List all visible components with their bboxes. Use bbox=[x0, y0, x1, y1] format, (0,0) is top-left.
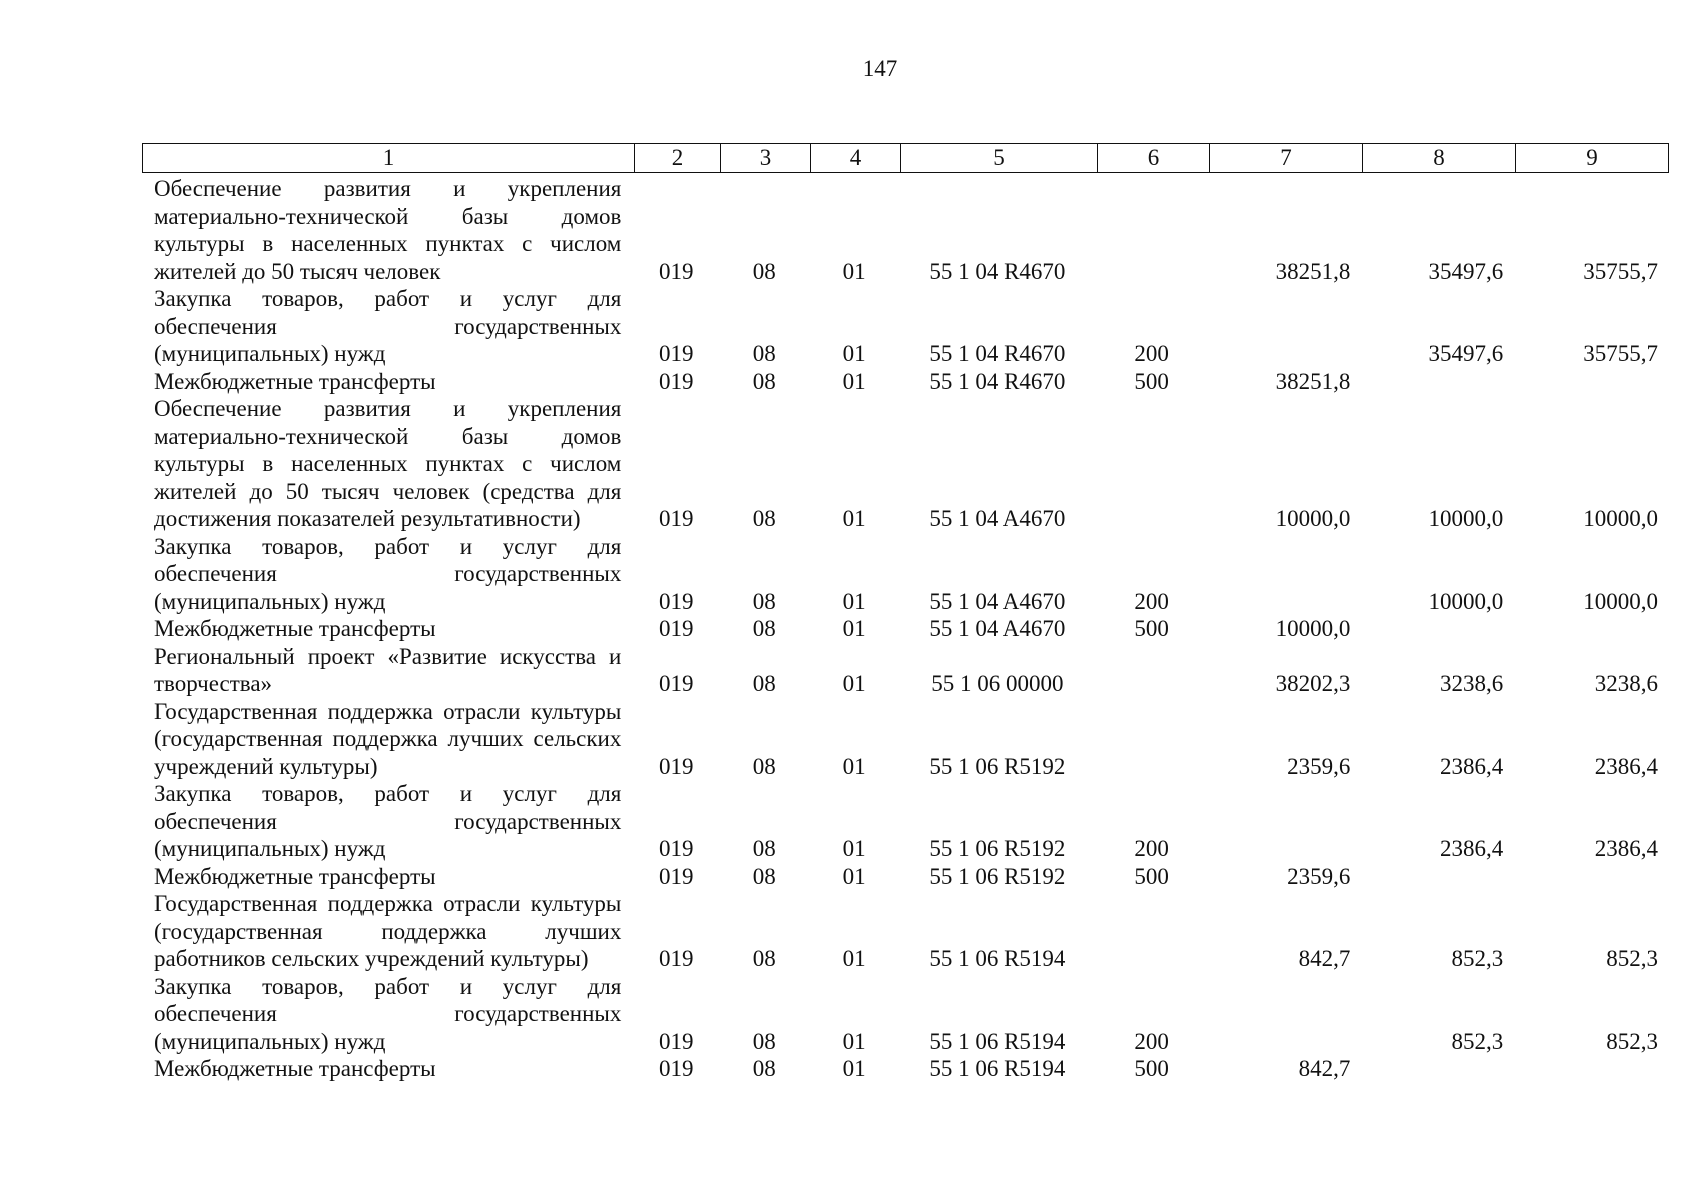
page-number: 147 bbox=[862, 56, 898, 81]
row-name: Межбюджетные трансферты bbox=[154, 863, 436, 889]
header-cell-4: 4 bbox=[811, 144, 901, 173]
target-article-code: 55 1 06 R5194 bbox=[929, 946, 1066, 971]
ministry-code: 019 bbox=[659, 753, 694, 779]
amount-year-1: 10000,0 bbox=[1275, 506, 1351, 531]
section-code: 08 bbox=[752, 836, 776, 861]
expense-type-code: 200 bbox=[1134, 836, 1169, 861]
amount-year-2: 35497,6 bbox=[1428, 341, 1504, 366]
section-code: 08 bbox=[752, 616, 776, 641]
table-row bbox=[142, 395, 1668, 533]
ministry-code: 019 bbox=[659, 1056, 694, 1081]
target-article-code: 55 1 06 R5192 bbox=[929, 753, 1066, 779]
amount-year-3: 10000,0 bbox=[1583, 506, 1658, 531]
amount-year-3: 852,3 bbox=[1606, 1028, 1658, 1054]
table-row bbox=[142, 533, 1668, 616]
column-number-header bbox=[142, 143, 1669, 173]
row-name: Закупка товаров, работ и услуг для обеспечения государственных (муниципальных) нужд bbox=[154, 973, 622, 1054]
ministry-code: 019 bbox=[659, 836, 694, 861]
row-name: Государственная поддержка отрасли культуры (государственная поддержка лучших работников сельских учреждений культуры) bbox=[154, 891, 622, 971]
header-cell-2: 2 bbox=[635, 144, 721, 173]
header-cell-3: 3 bbox=[721, 144, 811, 173]
amount-year-3: 2386,4 bbox=[1594, 836, 1658, 861]
target-article-code: 55 1 06 R5194 bbox=[929, 1056, 1066, 1081]
amount-year-1: 2359,6 bbox=[1287, 863, 1351, 889]
section-code: 08 bbox=[752, 1028, 776, 1054]
row-name: Обеспечение развития и укрепления материально-технической базы домов культуры в населенных пунктах с числом жителей до 50 тысяч человек (средства для достижения показателей результативности) bbox=[154, 396, 622, 531]
target-article-code: 55 1 04 R4670 bbox=[929, 368, 1066, 394]
subsection-code: 01 bbox=[842, 836, 866, 861]
header-cell-9: 9 bbox=[1516, 144, 1669, 173]
target-article-code: 55 1 06 R5192 bbox=[929, 836, 1066, 861]
ministry-code: 019 bbox=[659, 258, 694, 284]
row-name: Государственная поддержка отрасли культуры (государственная поддержка лучших сельских учреждений культуры) bbox=[154, 698, 622, 779]
table-row bbox=[142, 175, 1668, 285]
amount-year-3: 852,3 bbox=[1606, 946, 1658, 971]
row-name: Закупка товаров, работ и услуг для обеспечения государственных (муниципальных) нужд bbox=[154, 781, 622, 861]
expense-type-code: 500 bbox=[1134, 863, 1169, 889]
subsection-code: 01 bbox=[842, 946, 866, 971]
row-name: Региональный проект «Развитие искусства и творчества» bbox=[154, 643, 622, 696]
section-code: 08 bbox=[752, 1056, 776, 1081]
row-name: Обеспечение развития и укрепления материально-технической базы домов культуры в населенных пунктах с числом жителей до 50 тысяч человек bbox=[154, 176, 622, 284]
amount-year-2: 10000,0 bbox=[1428, 506, 1504, 531]
section-code: 08 bbox=[752, 753, 776, 779]
expense-type-code: 500 bbox=[1134, 368, 1169, 394]
row-name: Межбюджетные трансферты bbox=[154, 368, 436, 394]
expense-type-code: 500 bbox=[1134, 616, 1169, 641]
header-cell-6: 6 bbox=[1098, 144, 1210, 173]
target-article-code: 55 1 04 A4670 bbox=[929, 588, 1066, 614]
amount-year-1: 38251,8 bbox=[1275, 258, 1351, 284]
section-code: 08 bbox=[752, 588, 776, 614]
row-name: Закупка товаров, работ и услуг для обеспечения государственных (муниципальных) нужд bbox=[154, 286, 622, 366]
subsection-code: 01 bbox=[842, 506, 866, 531]
subsection-code: 01 bbox=[842, 753, 866, 779]
table-row bbox=[142, 1055, 1668, 1083]
expense-type-code: 200 bbox=[1134, 1028, 1169, 1054]
target-article-code: 55 1 06 R5192 bbox=[929, 863, 1066, 889]
ministry-code: 019 bbox=[659, 506, 694, 531]
amount-year-1: 842,7 bbox=[1298, 946, 1351, 971]
row-name: Закупка товаров, работ и услуг для обеспечения государственных (муниципальных) нужд bbox=[154, 533, 622, 614]
row-name: Межбюджетные трансферты bbox=[154, 616, 436, 641]
amount-year-2: 35497,6 bbox=[1428, 258, 1504, 284]
ministry-code: 019 bbox=[659, 1028, 694, 1054]
table-row bbox=[142, 643, 1668, 698]
ministry-code: 019 bbox=[659, 368, 694, 394]
section-code: 08 bbox=[752, 671, 776, 696]
ministry-code: 019 bbox=[659, 616, 694, 641]
ministry-code: 019 bbox=[659, 863, 694, 889]
amount-year-3: 3238,6 bbox=[1594, 671, 1658, 696]
amount-year-3: 2386,4 bbox=[1594, 753, 1658, 779]
table-row bbox=[142, 285, 1668, 368]
amount-year-1: 10000,0 bbox=[1275, 616, 1351, 641]
subsection-code: 01 bbox=[842, 1056, 866, 1081]
table-body bbox=[142, 175, 1668, 1083]
ministry-code: 019 bbox=[659, 946, 694, 971]
expense-type-code: 500 bbox=[1134, 1056, 1169, 1081]
target-article-code: 55 1 04 R4670 bbox=[929, 258, 1066, 284]
amount-year-2: 852,3 bbox=[1451, 1028, 1504, 1054]
amount-year-2: 852,3 bbox=[1451, 946, 1504, 971]
table-row bbox=[142, 890, 1668, 973]
table-row bbox=[142, 615, 1668, 643]
table-row bbox=[142, 368, 1668, 396]
header-cell-8: 8 bbox=[1363, 144, 1516, 173]
subsection-code: 01 bbox=[842, 588, 866, 614]
target-article-code: 55 1 04 A4670 bbox=[929, 506, 1066, 531]
expense-type-code: 200 bbox=[1134, 341, 1169, 366]
target-article-code: 55 1 04 R4670 bbox=[929, 341, 1066, 366]
table-row bbox=[142, 863, 1668, 891]
ministry-code: 019 bbox=[659, 341, 694, 366]
subsection-code: 01 bbox=[842, 1028, 866, 1054]
amount-year-2: 10000,0 bbox=[1428, 588, 1504, 614]
table-row bbox=[142, 973, 1668, 1056]
target-article-code: 55 1 04 A4670 bbox=[929, 616, 1066, 641]
row-name: Межбюджетные трансферты bbox=[154, 1056, 436, 1081]
amount-year-1: 842,7 bbox=[1298, 1056, 1351, 1081]
subsection-code: 01 bbox=[842, 671, 866, 696]
section-code: 08 bbox=[752, 368, 776, 394]
budget-table bbox=[142, 143, 1668, 1083]
subsection-code: 01 bbox=[842, 616, 866, 641]
amount-year-2: 2386,4 bbox=[1439, 836, 1504, 861]
subsection-code: 01 bbox=[842, 368, 866, 394]
target-article-code: 55 1 06 00000 bbox=[931, 671, 1064, 696]
section-code: 08 bbox=[752, 946, 776, 971]
section-code: 08 bbox=[752, 258, 776, 284]
table-row bbox=[142, 780, 1668, 863]
amount-year-2: 3238,6 bbox=[1439, 671, 1504, 696]
header-cell-5: 5 bbox=[901, 144, 1098, 173]
amount-year-2: 2386,4 bbox=[1439, 753, 1504, 779]
header-cell-7: 7 bbox=[1210, 144, 1363, 173]
target-article-code: 55 1 06 R5194 bbox=[929, 1028, 1066, 1054]
ministry-code: 019 bbox=[659, 671, 694, 696]
expense-type-code: 200 bbox=[1134, 588, 1169, 614]
amount-year-3: 10000,0 bbox=[1583, 588, 1658, 614]
amount-year-1: 2359,6 bbox=[1287, 753, 1351, 779]
header-cell-1: 1 bbox=[143, 144, 635, 173]
table-row bbox=[142, 698, 1668, 781]
subsection-code: 01 bbox=[842, 863, 866, 889]
amount-year-1: 38251,8 bbox=[1275, 368, 1351, 394]
amount-year-3: 35755,7 bbox=[1583, 258, 1658, 284]
subsection-code: 01 bbox=[842, 258, 866, 284]
section-code: 08 bbox=[752, 341, 776, 366]
ministry-code: 019 bbox=[659, 588, 694, 614]
subsection-code: 01 bbox=[842, 341, 866, 366]
section-code: 08 bbox=[752, 506, 776, 531]
section-code: 08 bbox=[752, 863, 776, 889]
amount-year-1: 38202,3 bbox=[1275, 671, 1351, 696]
amount-year-3: 35755,7 bbox=[1583, 341, 1658, 366]
